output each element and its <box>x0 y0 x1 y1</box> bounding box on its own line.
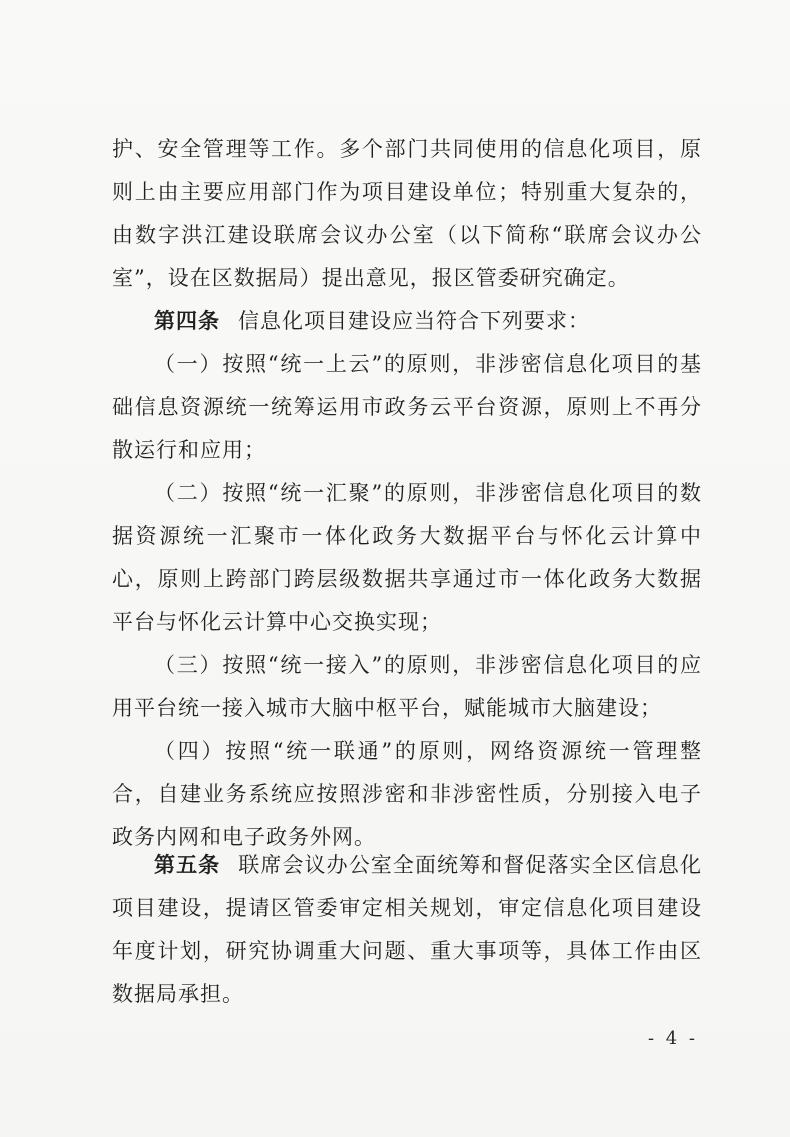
item-four: （四）按照“统一联通”的原则，网络资源统一管理整合，自建业务系统应按照涉密和非涉密性质，分别接入电子政务内网和电子政务外网。 <box>112 739 702 849</box>
item-three: （三）按照“统一接入”的原则，非涉密信息化项目的应用平台统一接入城市大脑中枢平台，赋能城市大脑建设； <box>112 653 702 720</box>
article-five <box>112 844 702 1016</box>
article-four <box>112 300 702 343</box>
item-two: （二）按照“统一汇聚”的原则，非涉密信息化项目的数据资源统一汇聚市一体化政务大数据平台与怀化云计算中心，原则上跨部门跨层级数据共享通过市一体化政务大数据平台与怀化云计算中心交换实现； <box>112 481 702 634</box>
page-number: - 4 - <box>647 1028 698 1049</box>
paragraph-continuation: 护、安全管理等工作。多个部门共同使用的信息化项目，原则上由主要应用部门作为项目建设单位；特别重大复杂的，由数字洪江建设联席会议办公室（以下简称“联席会议办公室”，设在区数据局）提出意见，报区管委研究确定。 <box>112 137 702 290</box>
article-five-heading: 第五条 <box>154 853 221 877</box>
article-four-text: 信息化项目建设应当符合下列要求： <box>238 309 590 333</box>
article-four-heading: 第四条 <box>154 309 220 333</box>
item-one: （一）按照“统一上云”的原则，非涉密信息化项目的基础信息资源统一统筹运用市政务云平台资源，原则上不再分散运行和应用； <box>112 352 702 462</box>
article-five-text: 联席会议办公室全面统筹和督促落实全区信息化项目建设，提请区管委审定相关规划，审定信息化项目建设年度计划，研究协调重大问题、重大事项等，具体工作由区数据局承担。 <box>112 853 703 1006</box>
